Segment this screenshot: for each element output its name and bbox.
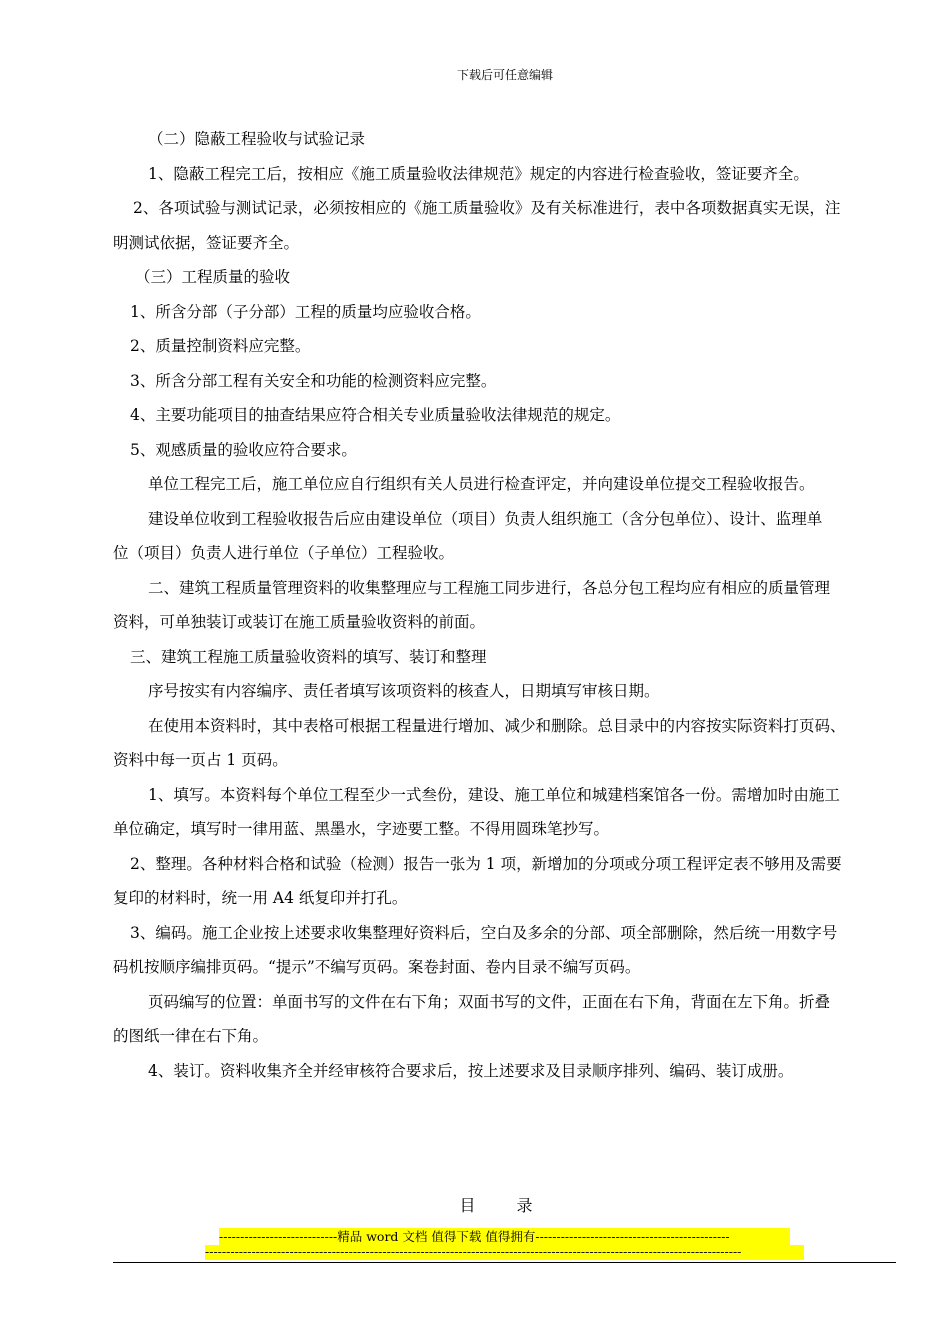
footer-banner-line-2: ------------------------------------------------------------------------------------------------------------------------------- xyxy=(205,1245,804,1260)
document-body xyxy=(113,122,896,1088)
section-heading-2: （二）隐蔽工程验收与试验记录 xyxy=(148,130,366,148)
paragraph-continuation: 单位确定，填写时一律用蓝、黑墨水，字迹要工整。不得用圆珠笔抄写。 xyxy=(113,820,610,838)
paragraph: 单位工程完工后，施工单位应自行组织有关人员进行检查评定，并向建设单位提交工程验收报告。 xyxy=(148,475,815,493)
paragraph-continuation: 位（项目）负责人进行单位（子单位）工程验收。 xyxy=(113,544,455,562)
paragraph: 2、各项试验与测试记录，必须按相应的《施工质量验收》及有关标准进行，表中各项数据真实无误，注 xyxy=(133,199,841,217)
paragraph: 建设单位收到工程验收报告后应由建设单位（项目）负责人组织施工（含分包单位）、设计、监理单 xyxy=(148,509,823,528)
list-item: 5、观感质量的验收应符合要求。 xyxy=(130,440,357,459)
paragraph-continuation: 资料中每一页占 1 页码。 xyxy=(113,751,288,769)
paragraph: 1、隐蔽工程完工后，按相应《施工质量验收法律规范》规定的内容进行检查验收，签证要齐全。 xyxy=(148,164,809,183)
paragraph: 序号按实有内容编序、责任者填写该项资料的核查人，日期填写审核日期。 xyxy=(148,682,660,700)
paragraph-continuation: 明测试依据，签证要齐全。 xyxy=(113,233,300,252)
paragraph: 2、整理。各种材料合格和试验（检测）报告一张为 1 项，新增加的分项或分项工程评定表不够用及需要 xyxy=(130,854,842,873)
paragraph-continuation: 码机按顺序编排页码。“提示”不编写页码。案卷封面、卷内目录不编写页码。 xyxy=(113,958,641,976)
paragraph: 3、编码。施工企业按上述要求收集整理好资料后，空白及多余的分部、项全部删除，然后统一用数字号 xyxy=(130,923,838,942)
paragraph: 在使用本资料时，其中表格可根据工程量进行增加、减少和删除。总目录中的内容按实际资料打页码、 xyxy=(148,716,846,735)
section-heading: 三、建筑工程施工质量验收资料的填写、装订和整理 xyxy=(130,647,487,666)
footer-banner-line-1: ----------------------------精品 word 文档 值得下载 值得拥有---------------------------------------------- xyxy=(219,1228,790,1245)
paragraph-continuation: 资料，可单独装订或装订在施工质量验收资料的前面。 xyxy=(113,613,486,631)
paragraph: 页码编写的位置：单面书写的文件在右下角；双面书写的文件，正面在右下角，背面在左下角。折叠 xyxy=(148,992,831,1011)
list-item: 4、主要功能项目的抽查结果应符合相关专业质量验收法律规范的规定。 xyxy=(130,406,621,424)
list-item: 2、质量控制资料应完整。 xyxy=(130,337,311,355)
section-heading-3: （三）工程质量的验收 xyxy=(135,268,291,286)
list-item: 3、所含分部工程有关安全和功能的检测资料应完整。 xyxy=(130,371,497,390)
footer-rule xyxy=(113,1262,896,1263)
paragraph: 二、建筑工程质量管理资料的收集整理应与工程施工同步进行，各总分包工程均应有相应的质量管理 xyxy=(148,578,831,597)
list-item: 1、所含分部（子分部）工程的质量均应验收合格。 xyxy=(130,302,481,321)
paragraph-continuation: 复印的材料时，统一用 A4 纸复印并打孔。 xyxy=(113,889,408,907)
paragraph: 1、填写。本资料每个单位工程至少一式叁份，建设、施工单位和城建档案馆各一份。需增加时由施工 xyxy=(148,785,840,804)
paragraph-continuation: 的图纸一律在右下角。 xyxy=(113,1027,269,1045)
toc-title: 目 录 xyxy=(459,1196,551,1215)
paragraph: 4、装订。资料收集齐全并经审核符合要求后，按上述要求及目录顺序排列、编码、装订成册。 xyxy=(148,1061,794,1080)
page-header: 下载后可任意编辑 xyxy=(456,68,553,82)
